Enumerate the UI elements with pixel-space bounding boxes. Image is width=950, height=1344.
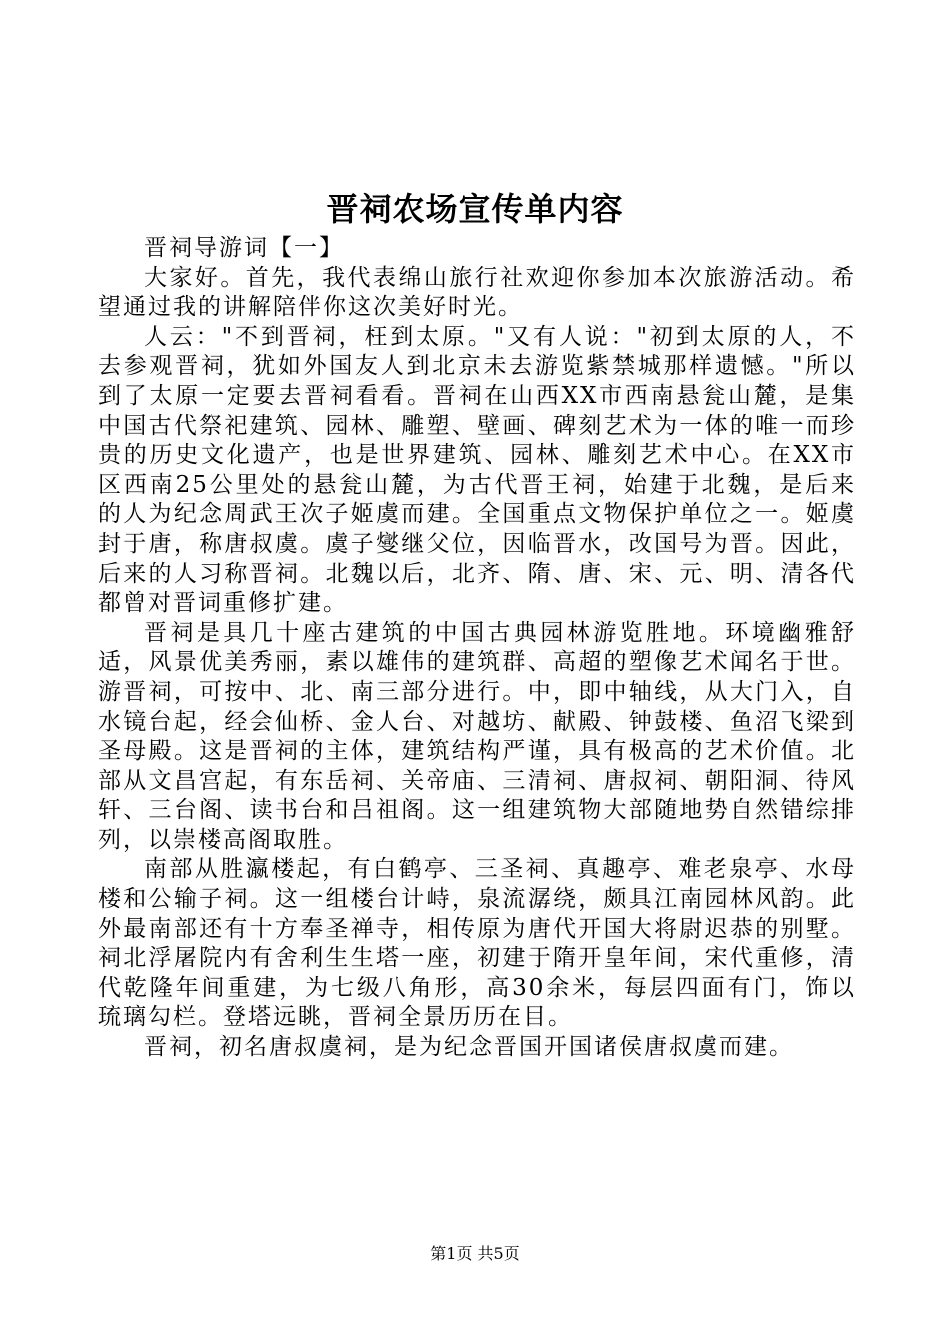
paragraph: 大家好。首先，我代表绵山旅行社欢迎你参加本次旅游活动。希望通过我的讲解陪伴你这次美好时光。 [98,264,856,321]
paragraph: 晋祠是具几十座古建筑的中国古典园林游览胜地。环境幽雅舒适，风景优美秀丽，素以雄伟的建筑群、高超的塑像艺术闻名于世。游晋祠，可按中、北、南三部分进行。中，即中轴线，从大门入，自水镜台起，经会仙桥、金人台、对越坊、献殿、钟鼓楼、鱼沼飞梁到圣母殿。这是晋祠的主体，建筑结构严谨，具有极高的艺术价值。北部从文昌宫起，有东岳祠、关帝庙、三清祠、唐叔祠、朝阳洞、待风轩、三台阁、读书台和吕祖阁。这一组建筑物大部随地势自然错综排列，以崇楼高阁取胜。 [98,619,856,853]
page-footer: 第1页 共5页 [430,1244,520,1263]
paragraph: 南部从胜瀛楼起，有白鹤亭、三圣祠、真趣亭、难老泉亭、水母楼和公输子祠。这一组楼台计峙，泉流潺绕，颇具江南园林风韵。此外最南部还有十方奉圣禅寺，相传原为唐代开国大将尉迟恭的别墅。祠北浮屠院内有舍利生生塔一座，初建于隋开皇年间，宋代重修，清代乾隆年间重建，为七级八角形，高30余米，每层四面有门，饰以琉璃勾栏。登塔远眺，晋祠全景历历在目。 [98,856,856,1031]
paragraph: 晋祠，初名唐叔虞祠，是为纪念晋国开国诸侯唐叔虞而建。 [144,1034,794,1061]
document-title: 晋祠农场宣传单内容 [326,190,624,228]
section-heading: 晋祠导游词【一】 [144,235,344,261]
document-body [98,234,856,1063]
paragraph: 人云："不到晋祠，枉到太原。"又有人说："初到太原的人，不去参观晋祠，犹如外国友人到北京未去游览紫禁城那样遗憾。"所以到了太原一定要去晋祠看看。晋祠在山西XX市西南悬瓮山麓，是集中国古代祭祀建筑、园林、雕塑、壁画、碑刻艺术为一体的唯一而珍贵的历史文化遗产，也是世界建筑、园林、雕刻艺术中心。在XX市区西南25公里处的悬瓮山麓，为古代晋王祠，始建于北魏，是后来的人为纪念周武王次子姬虞而建。全国重点文物保护单位之一。姬虞封于唐，称唐叔虞。虞子燮继父位，因临晋水，改国号为晋。因此，后来的人习称晋祠。北魏以后，北齐、隋、唐、宋、元、明、清各代都曾对晋词重修扩建。 [98,323,856,617]
